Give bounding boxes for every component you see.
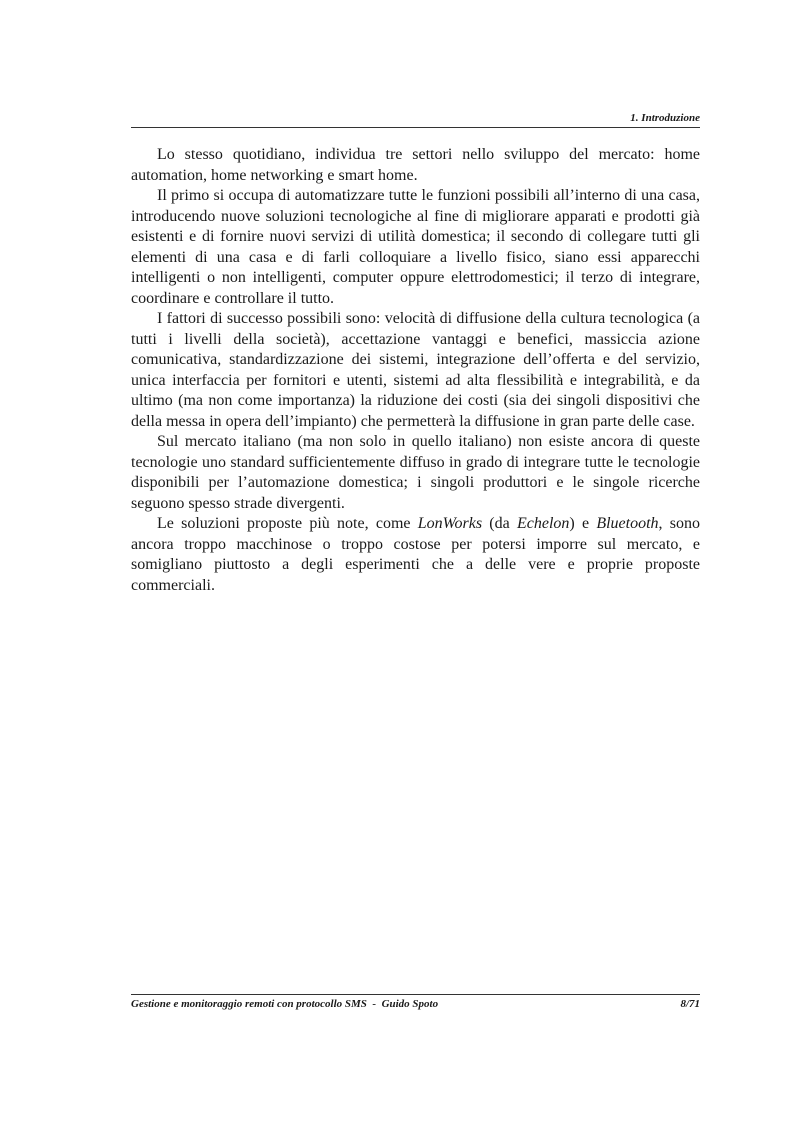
running-header — [131, 112, 700, 128]
term-echelon: Echelon — [516, 515, 570, 532]
paragraph-1: Lo stesso quotidiano, individua tre settori nello sviluppo del mercato: home automation, home networking e smart home. — [131, 146, 700, 184]
p5-text-3: ) e — [569, 515, 597, 532]
paragraph-3: I fattori di successo possibili sono: velocità di diffusione della cultura tecnologica (a tutti i livelli della società), accettazione vantaggi e benefici, massiccia azione comunicativa, standardizzazione dei sistemi, integrazione dell’offerta e del servizio, unica interfaccia per fornitori e utenti, sistemi ad alta flessibilità e integrabilità, e da ultimo (ma non come importanza) la riduzione dei costi (sia dei singoli dispositivi che della messa in opera dell’impianto) che permetterà la diffusione in gran parte delle case. — [131, 310, 700, 430]
body-text — [131, 145, 700, 596]
p5-text-1: Le soluzioni proposte più note, come — [157, 515, 418, 532]
running-footer — [131, 994, 700, 1010]
term-lonworks: LonWorks — [417, 515, 483, 532]
page-number: 8/71 — [680, 998, 700, 1010]
paragraph-5 — [131, 514, 700, 596]
p5-text-4: , sono ancora troppo macchinose o troppo costose per potersi imporre sul mercato, e somigliano piuttosto a degli esperimenti che a delle vere e proprie proposte commerciali. — [131, 515, 700, 594]
term-bluetooth: Bluetooth — [596, 515, 659, 532]
p5-text-2: (da — [482, 515, 517, 532]
section-title: 1. Introduzione — [630, 112, 700, 124]
paragraph-2: Il primo si occupa di automatizzare tutte le funzioni possibili all’interno di una casa, introducendo nuove soluzioni tecnologiche al fine di migliorare apparati e prodotti già esistenti e di fornire nuovi servizi di utilità domestica; il secondo di collegare tutti gli elementi di una casa e di farli colloquiare a livello fisico, siano essi apparecchi intelligenti o non intelligenti, computer oppure elettrodomestici; il terzo di integrare, coordinare e controllare il tutto. — [131, 187, 700, 307]
paragraph-4: Sul mercato italiano (ma non solo in quello italiano) non esiste ancora di queste tecnologie uno standard sufficientemente diffuso in grado di integrare tutte le tecnologie disponibili per l’automazione domestica; i singoli produttori e le singole ricerche seguono spesso strade divergenti. — [131, 433, 700, 512]
footer-title: Gestione e monitoraggio remoti con protocollo SMS - Guido Spoto — [131, 998, 439, 1010]
